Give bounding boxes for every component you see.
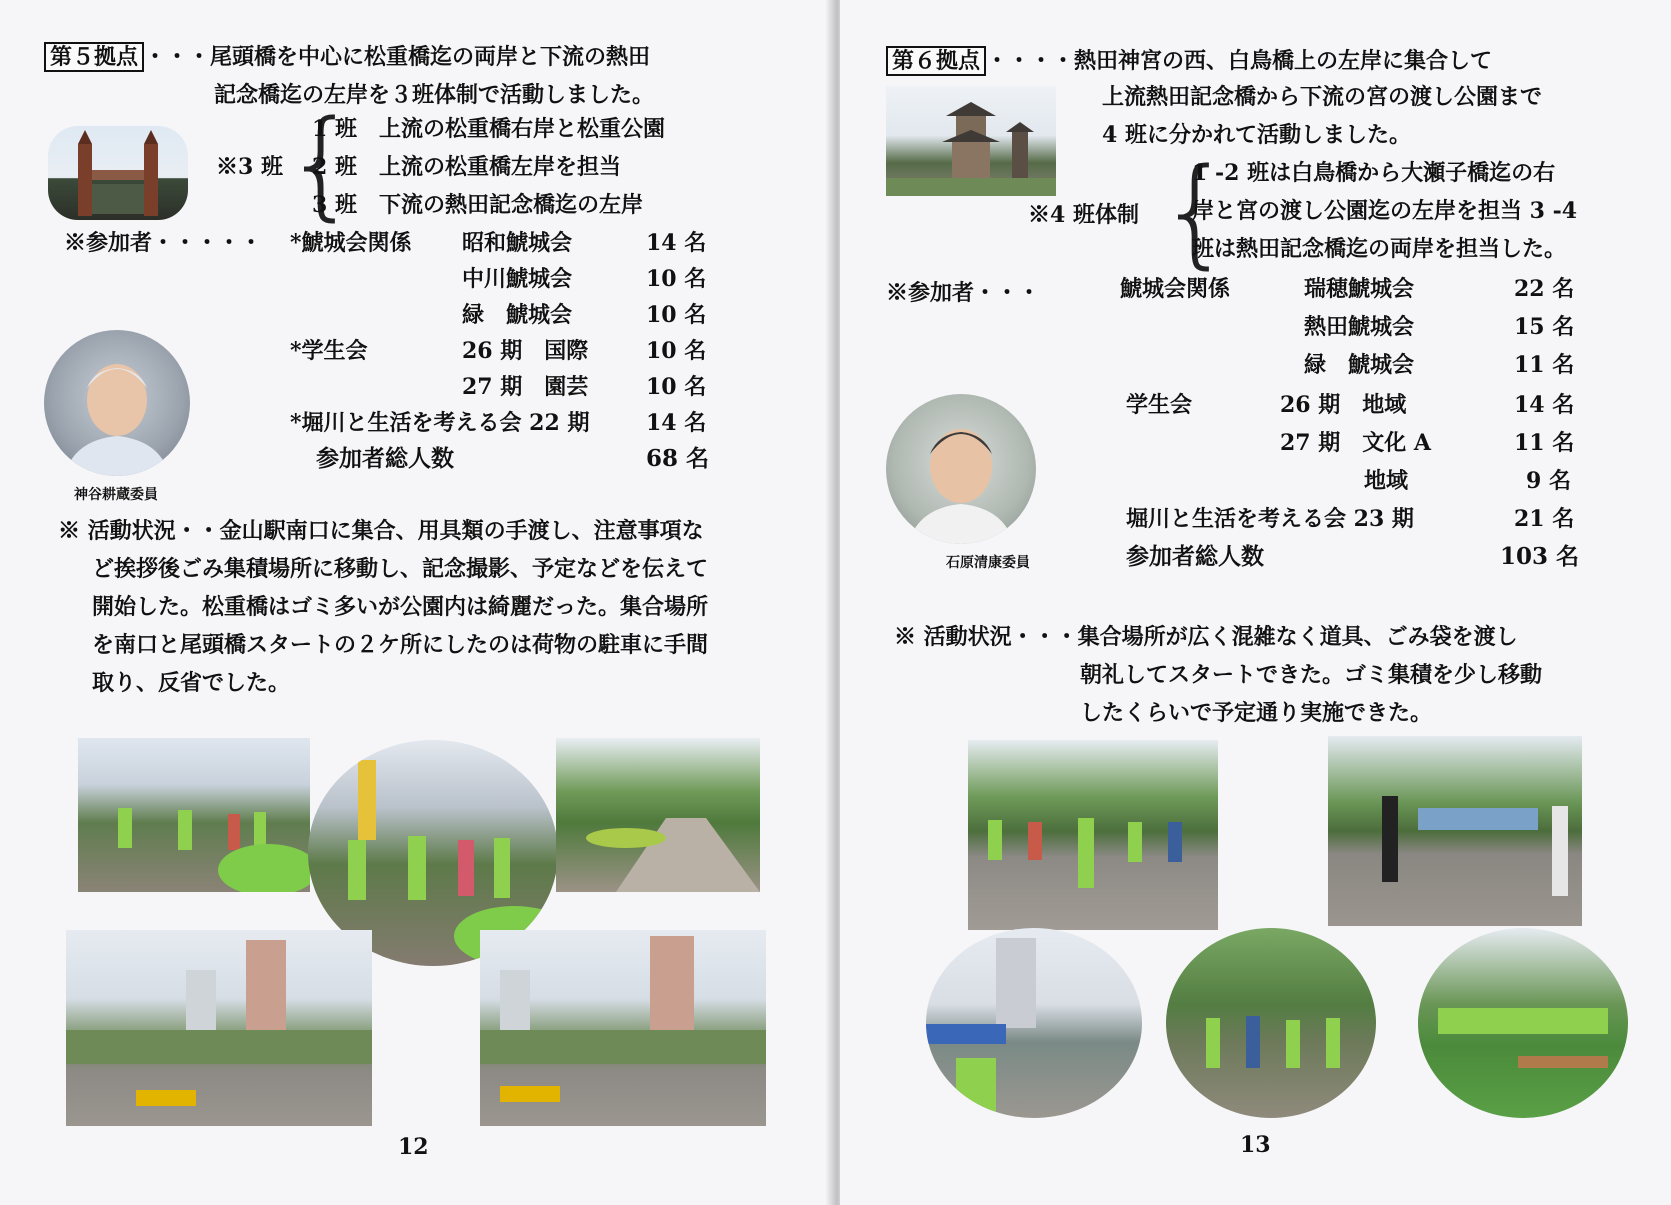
person-illustration <box>886 394 1036 544</box>
crowd-illustration <box>968 740 1218 930</box>
row-3-group: 学生会 <box>1126 392 1193 418</box>
person-illustration <box>44 330 190 476</box>
page-number: 13 <box>1240 1132 1271 1158</box>
row-2-sub: 緑 鯱城会 <box>1304 352 1415 378</box>
buildings-illustration-2 <box>480 930 766 1126</box>
team-line-2: 岸と宮の渡し公園迄の左岸を担当 3 -4 <box>1192 198 1578 224</box>
row-0-group: *鯱城会関係 <box>290 230 412 256</box>
briefing-photo-2 <box>1328 736 1582 926</box>
row-0-group: 鯱城会関係 <box>1120 276 1231 302</box>
team-line-1: 1 -2 班は白鳥橋から大瀬子橋迄の右 <box>1192 160 1556 186</box>
row-6-group: 堀川と生活を考える会 23 期 <box>1126 506 1414 532</box>
row-3-count: 10 名 <box>646 338 707 364</box>
park-group-photo <box>1166 928 1376 1118</box>
total-label: 参加者総人数 <box>316 445 454 472</box>
row-5-group: *堀川と生活を考える会 22 期 <box>290 410 590 436</box>
ishihara-portrait <box>886 394 1036 544</box>
row-1-count: 15 名 <box>1514 314 1575 340</box>
right-page <box>840 0 1671 1205</box>
tower-illustration <box>886 86 1056 196</box>
buildings-illustration <box>66 930 372 1126</box>
total-label: 参加者総人数 <box>1126 543 1264 570</box>
team-label: ※3 班 <box>216 154 283 180</box>
left-page <box>0 0 832 1205</box>
activity-line-1: ※ 活動状況・・金山駅南口に集合、用具類の手渡し、注意事項な <box>58 518 704 544</box>
row-4-sub: 27 期 園芸 <box>462 374 589 400</box>
row-4-sub: 27 期 文化 A <box>1280 430 1432 456</box>
team-line-3: 班は熱田記念橋迄の両岸を担当した。 <box>1192 236 1567 262</box>
activity-line-3: 開始した。松重橋はゴミ多いが公園内は綺麗だった。集合場所 <box>92 594 709 620</box>
activity-line-5: 取り、反省でした。 <box>92 670 291 696</box>
briefing-photo-1 <box>968 740 1218 930</box>
row-2-count: 11 名 <box>1514 352 1575 378</box>
row-4-count: 11 名 <box>1514 430 1575 456</box>
row-0-count: 14 名 <box>646 230 707 256</box>
row-0-count: 22 名 <box>1514 276 1575 302</box>
group-photo-1 <box>66 930 372 1126</box>
kamiya-portrait <box>44 330 190 476</box>
speaker-illustration <box>1328 736 1582 926</box>
group-illustration <box>1166 928 1376 1118</box>
header-line-1: 第６拠点 ・・・・熱田神宮の西、白鳥橋上の左岸に集合して <box>886 48 1492 75</box>
row-3-count: 14 名 <box>1514 392 1575 418</box>
row-5-sub: 地域 <box>1364 468 1409 494</box>
brace-icon: { <box>284 94 360 232</box>
activity-line-3: したくらいで予定通り実施できた。 <box>1080 700 1433 726</box>
bridge-gate-photo <box>48 126 188 220</box>
person-caption: 神谷耕蔵委員 <box>74 487 158 503</box>
row-3-sub: 26 期 地域 <box>1280 392 1407 418</box>
walkway-photo <box>556 738 760 892</box>
page-number: 12 <box>398 1134 429 1160</box>
crowd-illustration <box>78 738 310 892</box>
tower-photo <box>886 86 1056 196</box>
total-value: 103 名 <box>1500 543 1580 570</box>
row-3-group: *学生会 <box>290 338 368 364</box>
lawn-illustration <box>1418 928 1628 1118</box>
road-illustration <box>926 928 1142 1118</box>
total-value: 68 名 <box>646 445 710 472</box>
header-line-2: 上流熱田記念橋から下流の宮の渡し公園まで <box>1102 84 1543 110</box>
cleanup-photo-1 <box>78 738 310 892</box>
activity-line-1: ※ 活動状況・・・集合場所が広く混雑なく道具、ごみ袋を渡し <box>894 624 1518 650</box>
participants-label: ※参加者・・・ <box>886 280 1041 306</box>
team-label: ※4 班体制 <box>1028 202 1139 228</box>
header-line-2: 記念橋迄の左岸を３班体制で活動しました。 <box>214 82 655 108</box>
brace-icon: { <box>1158 142 1234 280</box>
gate-illustration <box>48 126 188 220</box>
header-line-3: 4 班に分かれて活動しました。 <box>1102 122 1411 148</box>
row-1-sub: 中川鯱城会 <box>462 266 573 292</box>
group-photo-2 <box>480 930 766 1126</box>
lawn-group-photo <box>1418 928 1628 1118</box>
activity-line-2: ど挨拶後ごみ集積場所に移動し、記念撮影、予定などを伝えて <box>92 556 709 582</box>
row-6-count: 21 名 <box>1514 506 1575 532</box>
activity-line-4: を南口と尾頭橋スタートの２ケ所にしたのは荷物の駐車に手間 <box>92 632 709 658</box>
row-0-sub: 瑞穂鯱城会 <box>1304 276 1415 302</box>
row-5-count: 9 名 <box>1526 468 1571 494</box>
header-line-1: 第５拠点 ・・・尾頭橋を中心に松重橋迄の両岸と下流の熱田 <box>44 44 650 71</box>
row-1-count: 10 名 <box>646 266 707 292</box>
person-caption: 石原清康委員 <box>946 555 1030 571</box>
team-2: 2 班 上流の松重橋左岸を担当 <box>312 154 621 180</box>
team-3: 3 班 下流の熱田記念橋迄の左岸 <box>312 192 643 218</box>
team-1: 1 班 上流の松重橋右岸と松重公園 <box>312 116 665 142</box>
section-label-5: 第５拠点 <box>44 42 144 72</box>
row-1-sub: 熱田鯱城会 <box>1304 314 1415 340</box>
row-2-count: 10 名 <box>646 302 707 328</box>
row-5-count: 14 名 <box>646 410 707 436</box>
row-0-sub: 昭和鯱城会 <box>462 230 573 256</box>
row-4-count: 10 名 <box>646 374 707 400</box>
activity-line-2: 朝礼してスタートできた。ゴミ集積を少し移動 <box>1080 662 1543 688</box>
section-label-6: 第６拠点 <box>886 46 986 76</box>
row-2-sub: 緑 鯱城会 <box>462 302 573 328</box>
row-3-sub: 26 期 国際 <box>462 338 589 364</box>
walkway-illustration <box>556 738 760 892</box>
roadside-photo <box>926 928 1142 1118</box>
participants-label: ※参加者・・・・・ <box>64 230 263 256</box>
